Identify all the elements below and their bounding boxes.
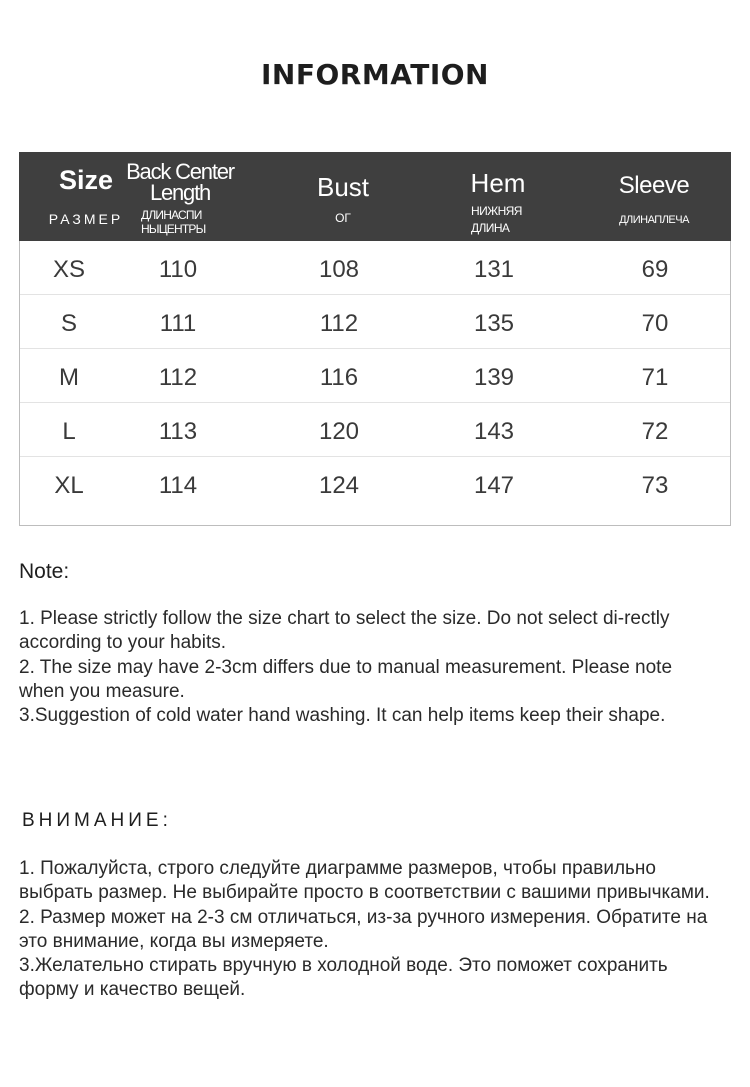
back-length-cell: 114 <box>158 472 198 499</box>
back-length-cell: 112 <box>158 364 198 391</box>
note-list <box>19 607 719 728</box>
size-cell: XS <box>52 256 85 283</box>
ru-note-item: 2. Размер может на 2-3 см отличаться, из-за ручного измерения. Обратите на это внимание, когда вы измеряете. <box>19 906 708 952</box>
header-back-center-length <box>119 152 241 241</box>
table-row <box>20 295 730 349</box>
table-row <box>20 241 730 295</box>
header-bust-sublabel: ОГ <box>335 211 351 225</box>
sleeve-cell: 69 <box>641 256 669 283</box>
table-row <box>20 457 730 511</box>
header-sleeve-label: Sleeve <box>618 172 690 199</box>
size-cell: M <box>59 364 79 391</box>
hem-cell: 147 <box>473 472 515 499</box>
ru-note-item: 3.Желательно стирать вручную в холодной воде. Это поможет сохранить форму и качество вещей. <box>19 955 668 1001</box>
bust-cell: 120 <box>318 418 360 445</box>
header-sleeve-sublabel: ДЛИНАПЛЕЧА <box>619 214 689 226</box>
table-row <box>20 403 730 457</box>
back-length-cell: 113 <box>158 418 198 445</box>
header-hem <box>439 152 557 241</box>
sleeve-cell: 73 <box>641 472 669 499</box>
note-item: 1. Please strictly follow the size chart to select the size. Do not select di-rectly according to your habits. <box>19 608 670 654</box>
bust-cell: 112 <box>319 310 359 337</box>
hem-cell: 143 <box>473 418 515 445</box>
header-bust <box>287 152 399 241</box>
ru-note-heading: ВНИМАНИЕ: <box>22 810 172 831</box>
ru-note-list <box>19 857 719 1003</box>
size-cell: S <box>60 310 77 337</box>
ru-note-item: 1. Пожалуйста, строго следуйте диаграмме размеров, чтобы правильно выбрать размер. Не выбирайте просто в соответствии с вашими привычками. <box>19 858 710 904</box>
header-hem-sublabel: НИЖНЯЯ ДЛИНА <box>471 204 522 235</box>
note-heading: Note: <box>19 560 70 583</box>
sleeve-cell: 70 <box>641 310 669 337</box>
header-sleeve <box>597 152 711 241</box>
bust-cell: 108 <box>318 256 360 283</box>
header-bust-label: Bust <box>316 172 370 202</box>
note-item: 3.Suggestion of cold water hand washing. It can help items keep their shape. <box>19 705 666 727</box>
hem-cell: 131 <box>473 256 515 283</box>
size-table-body <box>20 241 730 511</box>
size-cell: XL <box>54 472 84 499</box>
hem-cell: 135 <box>473 310 515 337</box>
header-back-center-length-sublabel: ДЛИНАСПИ НЫЦЕНТРЫ <box>141 208 206 236</box>
page-title: INFORMATION <box>261 58 489 91</box>
back-length-cell: 111 <box>159 310 197 337</box>
size-cell: L <box>62 418 76 445</box>
bust-cell: 116 <box>319 364 359 391</box>
bust-cell: 124 <box>318 472 360 499</box>
size-table-header <box>19 152 731 241</box>
size-table <box>19 152 731 526</box>
sleeve-cell: 71 <box>641 364 669 391</box>
sleeve-cell: 72 <box>641 418 669 445</box>
header-hem-label: Hem <box>470 168 526 198</box>
header-size-label: Size <box>58 165 114 195</box>
back-length-cell: 110 <box>158 256 198 283</box>
table-row <box>20 349 730 403</box>
note-item: 2. The size may have 2-3cm differs due to manual measurement. Please note when you measure. <box>19 656 673 702</box>
hem-cell: 139 <box>473 364 515 391</box>
header-back-center-length-label: Back Center Length <box>126 159 234 205</box>
header-size-sublabel: РАЗМЕР <box>48 211 124 227</box>
